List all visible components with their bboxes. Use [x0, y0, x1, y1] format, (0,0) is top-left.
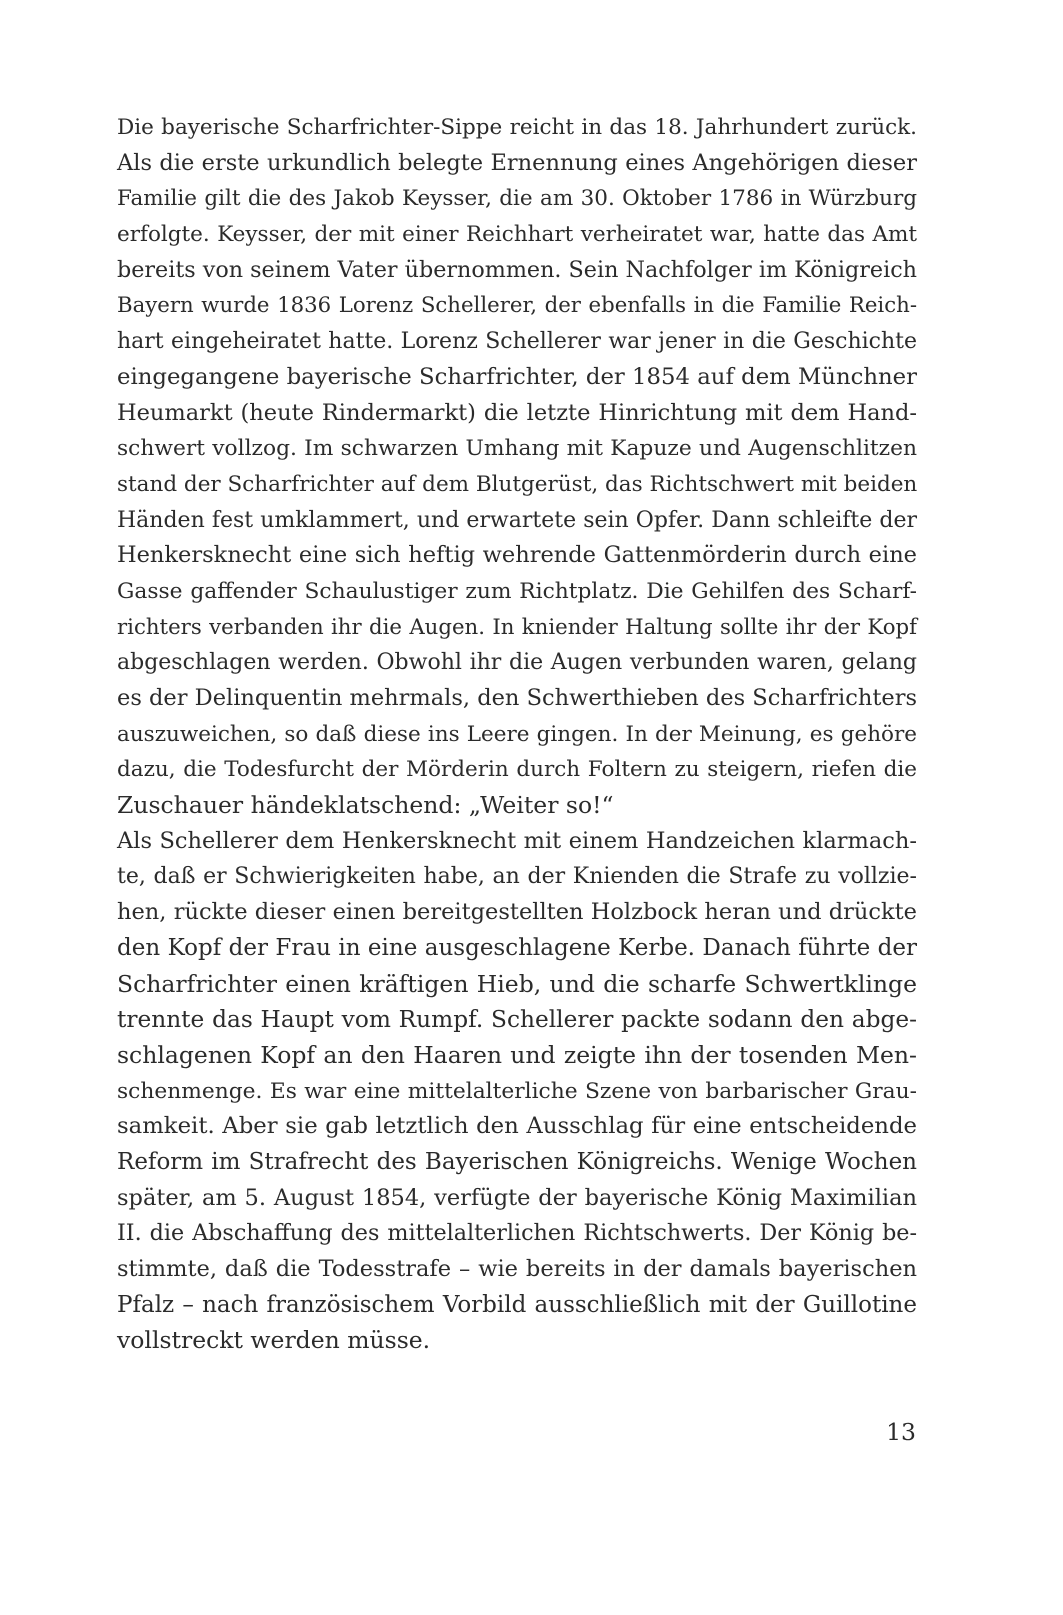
page-number: 13 [886, 1418, 916, 1446]
text-line: stand der Scharfrichter auf dem Blutgerüst, das Richtschwert mit beiden [117, 471, 918, 497]
text-line: bereits von seinem Vater übernommen. Sein Nachfolger im Königreich [117, 256, 917, 283]
text-line: Als Schellerer dem Henkersknecht mit einem Handzeichen klarmach- [117, 827, 917, 854]
text-line: stimmte, daß die Todesstrafe – wie bereits in der damals bayerischen [117, 1256, 917, 1282]
text-line: hart eingeheiratet hatte. Lorenz Schellerer war jener in die Geschichte [117, 329, 917, 355]
text-line: hen, rückte dieser einen bereitgestellten Holzbock heran und drückte [117, 899, 917, 926]
text-line: te, daß er Schwierigkeiten habe, an der Knienden die Strafe zu vollzie- [117, 864, 917, 890]
text-line: schenmenge. Es war eine mittelalterliche Szene von barbarischer Grau- [117, 1078, 917, 1104]
text-line: Scharfrichter einen kräftigen Hieb, und die scharfe Schwertklinge [117, 969, 917, 998]
text-line: vollstreckt werden müsse. [117, 1326, 431, 1355]
text-line: Die bayerische Scharfrichter-Sippe reicht in das 18. Jahrhundert zurück. [117, 115, 917, 140]
text-line: Gasse gaffender Schaulustiger zum Richtplatz. Die Gehilfen des Scharf- [117, 578, 917, 604]
text-line: Bayern wurde 1836 Lorenz Schellerer, der ebenfalls in die Familie Reich- [117, 293, 917, 319]
text-line: auszuweichen, so daß diese ins Leere gingen. In der Meinung, es gehöre [117, 721, 917, 747]
text-line: Händen fest umklammert, und erwartete sein Opfer. Dann schleifte der [117, 507, 917, 533]
paragraph [117, 110, 917, 824]
text-line: den Kopf der Frau in eine ausgeschlagene Kerbe. Danach führte der [117, 934, 917, 961]
text-line: trennte das Haupt vom Rumpf. Schellerer packte sodann den abge- [117, 1006, 917, 1034]
paragraph [117, 824, 917, 1359]
text-line: Als die erste urkundlich belegte Ernennung eines Angehörigen dieser [117, 149, 917, 176]
text-line: abgeschlagen werden. Obwohl ihr die Augen verbunden waren, gelang [117, 650, 917, 676]
text-line: es der Delinquentin mehrmals, den Schwerthieben des Scharfrichters [117, 685, 917, 711]
text-line: Heumarkt (heute Rindermarkt) die letzte Hinrichtung mit dem Hand- [117, 399, 917, 426]
text-line: Henkersknecht eine sich heftig wehrende Gattenmörderin durch eine [117, 542, 917, 569]
text-line: Zuschauer händeklatschend: „Weiter so!“ [117, 791, 614, 820]
text-line: schlagenen Kopf an den Haaren und zeigte ihn der tosenden Men- [117, 1040, 917, 1069]
text-line: erfolgte. Keysser, der mit einer Reichhart verheiratet war, hatte das Amt [117, 222, 917, 248]
text-line: dazu, die Todesfurcht der Mörderin durch Foltern zu steigern, riefen die [117, 757, 917, 783]
text-line: Pfalz – nach französischem Vorbild ausschließlich mit der Guillotine [117, 1291, 917, 1318]
text-line: Familie gilt die des Jakob Keysser, die am 30. Oktober 1786 in Würzburg [117, 186, 917, 212]
text-line: Reform im Strafrecht des Bayerischen Königreichs. Wenige Wochen [117, 1148, 917, 1175]
body-text [117, 110, 917, 1359]
text-line: später, am 5. August 1854, verfügte der bayerische König Maximilian [117, 1184, 917, 1211]
text-line: II. die Abschaffung des mittelalterlichen Richtschwerts. Der König be- [117, 1220, 917, 1247]
text-line: samkeit. Aber sie gab letztlich den Ausschlag für eine entscheidende [117, 1113, 917, 1140]
text-line: richters verbanden ihr die Augen. In kniender Haltung sollte ihr der Kopf [117, 614, 917, 640]
text-line: schwert vollzog. Im schwarzen Umhang mit Kapuze und Augenschlitzen [117, 436, 917, 462]
text-line: eingegangene bayerische Scharfrichter, der 1854 auf dem Münchner [117, 363, 917, 390]
